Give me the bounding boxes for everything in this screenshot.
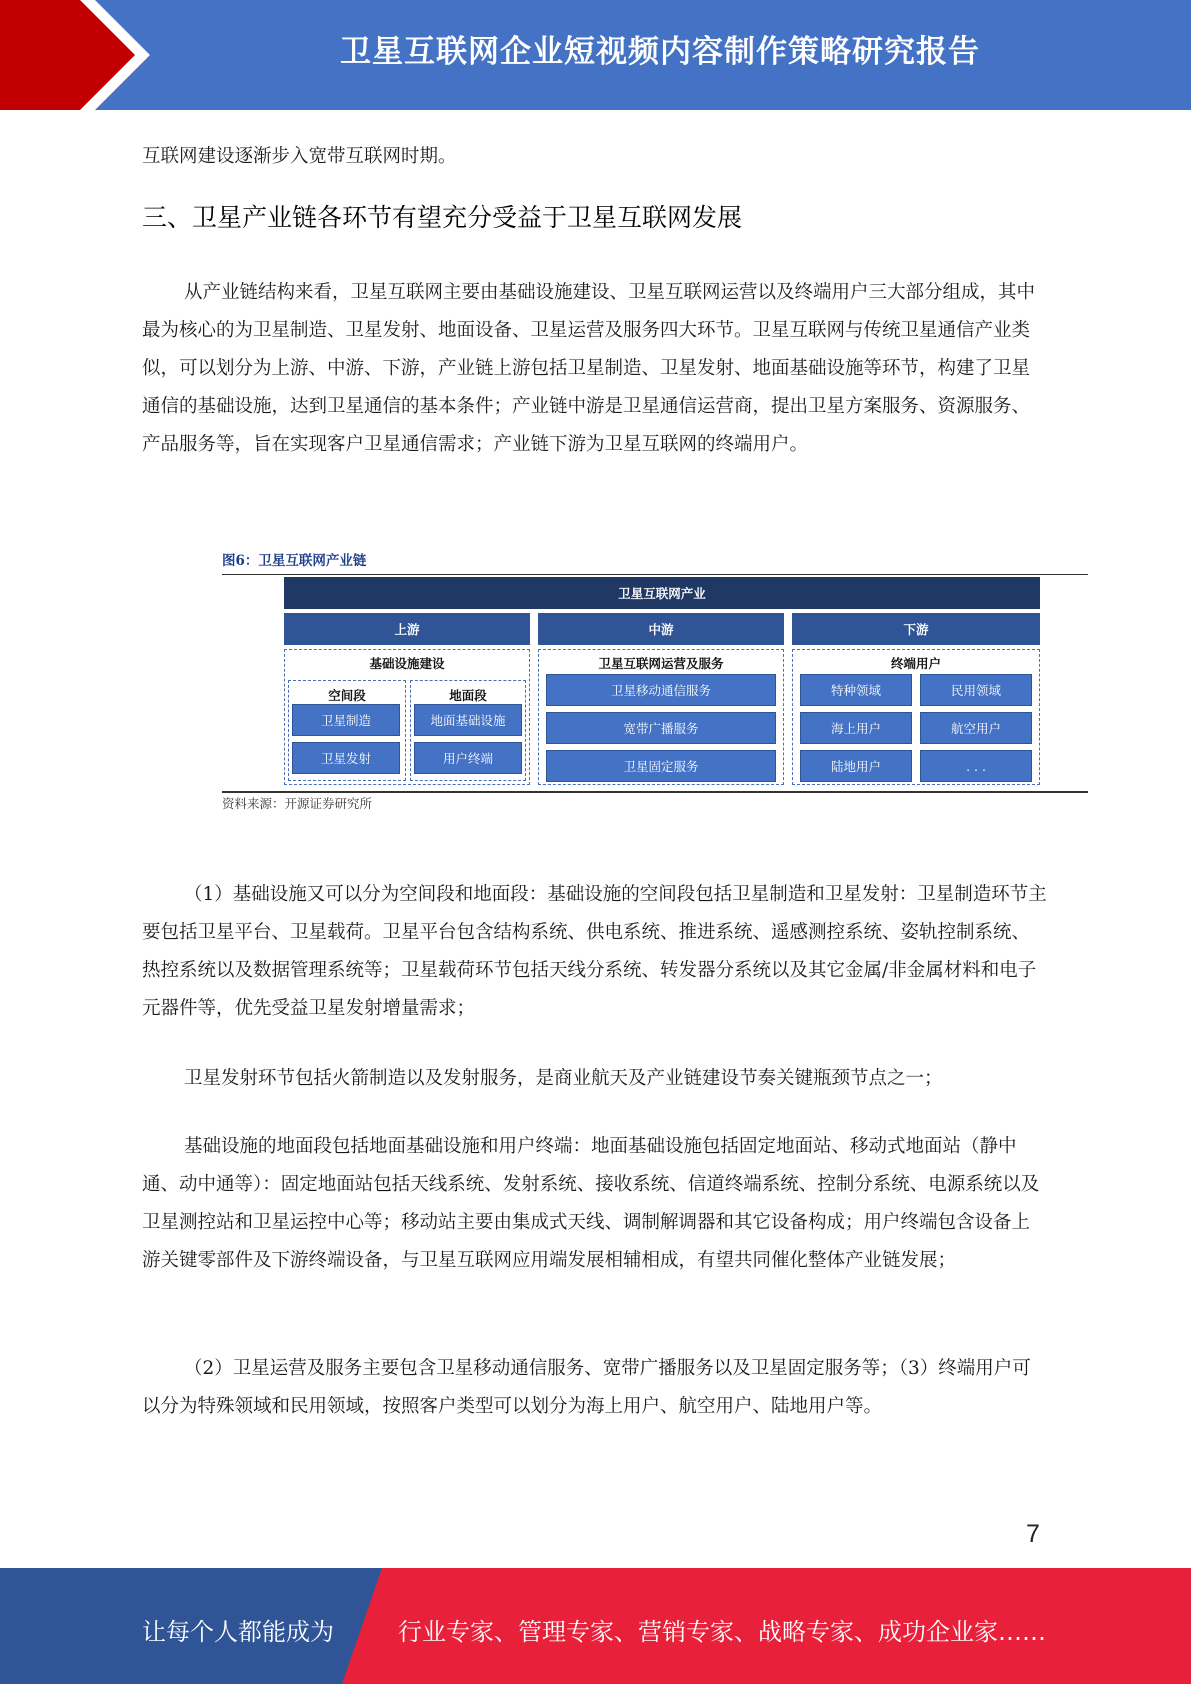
header-title: 卫星互联网企业短视频内容制作策略研究报告 xyxy=(340,34,980,70)
section-heading: 三、卫星产业链各环节有望充分受益于卫星互联网发展 xyxy=(142,203,743,232)
cell-special-field: 特种领域 xyxy=(800,674,912,706)
cell-satellite-launch: 卫星发射 xyxy=(292,742,400,774)
cell-ground-infrastructure: 地面基础设施 xyxy=(414,704,522,736)
group-terminal-users-title: 终端用户 xyxy=(890,656,941,671)
paragraph-intro: 互联网建设逐渐步入宽带互联网时期。 xyxy=(142,146,457,167)
cell-fixed-service: 卫星固定服务 xyxy=(546,750,776,782)
figure-top-rule xyxy=(222,574,1088,575)
group-infrastructure-title: 基础设施建设 xyxy=(369,656,445,671)
figure-bottom-rule xyxy=(222,791,1088,793)
paragraph-launch: 卫星发射环节包括火箭制造以及发射服务，是商业航天及产业链建设节奏关键瓶颈节点之一； xyxy=(184,1068,943,1089)
footer-slogan-left: 让每个人都能成为 xyxy=(142,1618,334,1646)
figure-caption: 图6：卫星互联网产业链 xyxy=(222,553,367,569)
paragraph-operations-users: （2）卫星运营及服务主要包含卫星移动通信服务、宽带广播服务以及卫星固定服务等；（3）终端用户可以分为特殊领域和民用领域，按照客户类型可以划分为海上用户、航空用户、陆地用户等。 xyxy=(142,1358,1031,1417)
group-space-title: 空间段 xyxy=(328,688,366,703)
paragraph-industry-chain: 从产业链结构来看，卫星互联网主要由基础设施建设、卫星互联网运营以及终端用户三大部分组成，其中最为核心的为卫星制造、卫星发射、地面设备、卫星运营及服务四大环节。卫星互联网与传统卫星通信产业类似，可以划分为上游、中游、下游，产业链上游包括卫星制造、卫星发射、地面基础设施等环节，构建了卫星通信的基础设施，达到卫星通信的基本条件；产业链中游是卫星通信运营商，提出卫星方案服务、资源服务、产品服务等，旨在实现客户卫星通信需求；产业链下游为卫星互联网的终端用户。 xyxy=(142,282,1036,455)
diagram-root: 卫星互联网产业 xyxy=(284,577,1040,609)
paragraph-ground-segment: 基础设施的地面段包括地面基础设施和用户终端：地面基础设施包括固定地面站、移动式地面站（静中通、动中通等）：固定地面站包括天线系统、发射系统、接收系统、信道终端系统、控制分系统、电源系统以及卫星测控站和卫星运控中心等；移动站主要由集成式天线、调制解调器和其它设备构成；用户终端包含设备上游关键零部件及下游终端设备，与卫星互联网应用端发展相辅相成，有望共同催化整体产业链发展； xyxy=(142,1136,1040,1271)
cell-land-users: 陆地用户 xyxy=(800,750,912,782)
paragraph-infrastructure: （1）基础设施又可以分为空间段和地面段：基础设施的空间段包括卫星制造和卫星发射：卫星制造环节主要包括卫星平台、卫星载荷。卫星平台包含结构系统、供电系统、推进系统、遥感测控系统、姿轨控制系统、热控系统以及数据管理系统等；卫星载荷环节包括天线分系统、转发器分系统以及其它金属/非金属材料和电子元器件等，优先受益卫星发射增量需求； xyxy=(142,884,1047,1019)
figure-source: 资料来源：开源证券研究所 xyxy=(222,796,373,811)
footer-slogan-right: 行业专家、管理专家、营销专家、战略专家、成功企业家…… xyxy=(398,1618,1046,1646)
cell-aviation-users: 航空用户 xyxy=(920,712,1032,744)
diagram-midstream: 中游 xyxy=(538,613,784,645)
cell-broadband-service: 宽带广播服务 xyxy=(546,712,776,744)
diagram-downstream: 下游 xyxy=(792,613,1040,645)
cell-user-terminal: 用户终端 xyxy=(414,742,522,774)
cell-satellite-manufacturing: 卫星制造 xyxy=(292,704,400,736)
cell-maritime-users: 海上用户 xyxy=(800,712,912,744)
page-number: 7 xyxy=(1026,1520,1040,1548)
group-ground-title: 地面段 xyxy=(449,688,487,703)
group-operations-title: 卫星互联网运营及服务 xyxy=(598,656,724,671)
diagram-upstream: 上游 xyxy=(284,613,530,645)
cell-civil-field: 民用领域 xyxy=(920,674,1032,706)
cell-more: . . . xyxy=(920,750,1032,782)
cell-mobile-service: 卫星移动通信服务 xyxy=(546,674,776,706)
